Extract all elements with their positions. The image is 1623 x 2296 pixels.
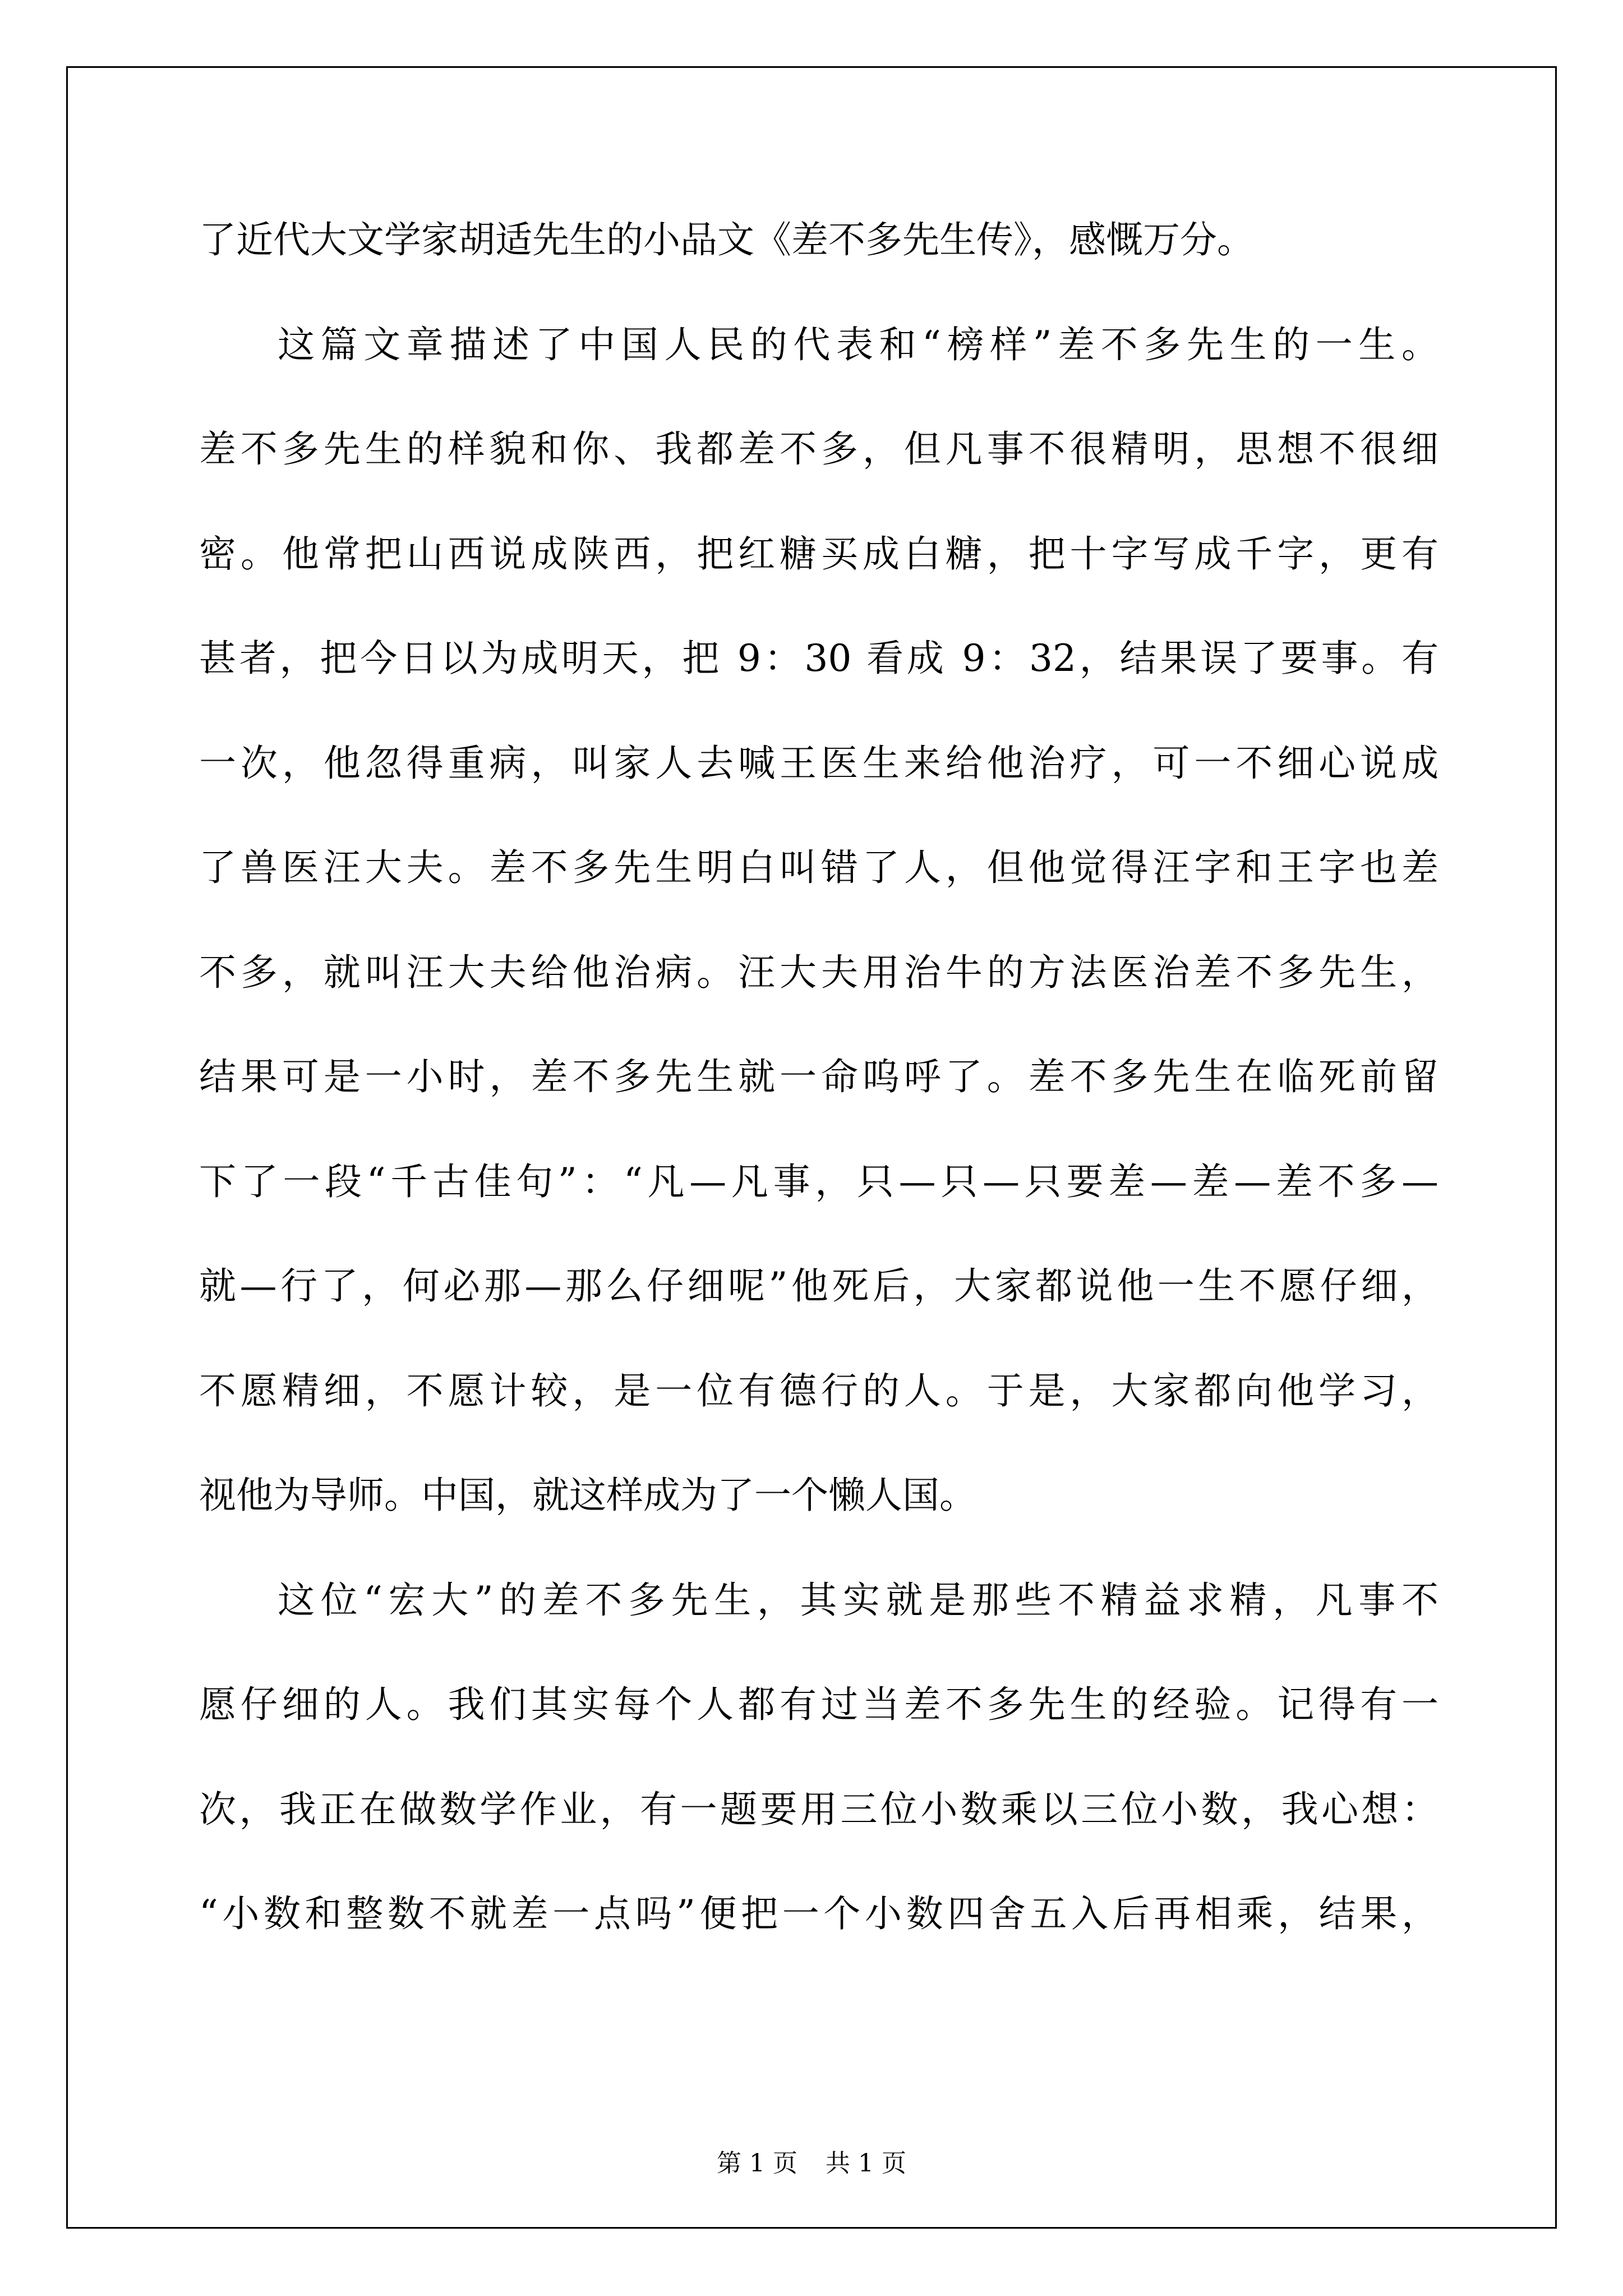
text-line: 视他为导师。中国，就这样成为了一个懒人国。 — [199, 1474, 976, 1517]
text-line: 次，我正在做数学作业，有一题要用三位小数乘以三位小数，我心想： — [199, 1787, 1438, 1831]
page-footer — [0, 2143, 1623, 2179]
text-line: 一次，他忽得重病，叫家人去喊王医生来给他治疗，可一不细心说成 — [199, 741, 1438, 785]
text-line: 就—行了，何必那—那么仔细呢”他死后，大家都说他一生不愿仔细， — [199, 1264, 1438, 1308]
text-line: 甚者，把今日以为成明天，把 9：30 看成 9：32，结果误了要事。有 — [199, 637, 1438, 680]
text-line: 这篇文章描述了中国人民的代表和“榜样”差不多先生的一生。 — [278, 323, 1438, 366]
page-number-total: 共 1 页 — [826, 2149, 906, 2178]
text-line: 不愿精细，不愿计较，是一位有德行的人。于是，大家都向他学习， — [199, 1369, 1438, 1412]
text-line: 了近代大文学家胡适先生的小品文《差不多先生传》，感慨万分。 — [199, 218, 1254, 261]
text-line: 密。他常把山西说成陕西，把红糖买成白糖，把十字写成千字，更有 — [199, 532, 1438, 576]
text-line: “小数和整数不就差一点吗”便把一个小数四舍五入后再相乘，结果， — [199, 1892, 1438, 1935]
document-body — [199, 188, 1438, 1967]
text-line: 下了一段“千古佳句”：“凡—凡事，只—只—只要差—差—差不多— — [199, 1159, 1438, 1203]
text-line: 这位“宏大”的差不多先生，其实就是那些不精益求精，凡事不 — [278, 1578, 1438, 1622]
text-line: 了兽医汪大夫。差不多先生明白叫错了人，但他觉得汪字和王字也差 — [199, 846, 1438, 889]
text-line: 不多，就叫汪大夫给他治病。汪大夫用治牛的方法医治差不多先生， — [199, 950, 1438, 994]
text-line: 愿仔细的人。我们其实每个人都有过当差不多先生的经验。记得有一 — [199, 1683, 1438, 1726]
page-number-current: 第 1 页 — [717, 2149, 797, 2178]
text-line: 差不多先生的样貌和你、我都差不多，但凡事不很精明，思想不很细 — [199, 427, 1438, 471]
text-line: 结果可是一小时，差不多先生就一命呜呼了。差不多先生在临死前留 — [199, 1055, 1438, 1098]
